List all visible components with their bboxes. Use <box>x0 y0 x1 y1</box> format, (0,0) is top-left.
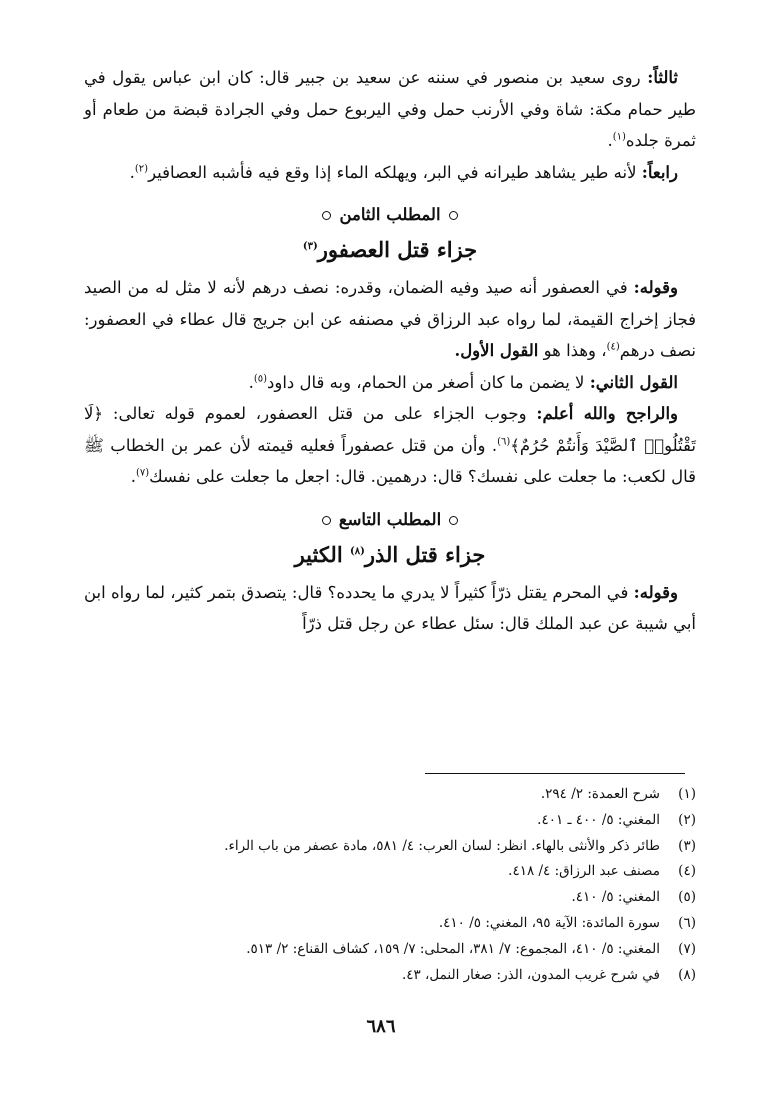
footnote-ref-3: (٣) <box>302 241 318 252</box>
ring-icon <box>322 516 331 525</box>
footnote-item: (١) شرح العمدة: ٢/ ٢٩٤. <box>540 786 696 802</box>
footnote-ref-8: (٨) <box>349 545 365 557</box>
footnote-divider <box>425 773 685 774</box>
footnote-item: (٤) مصنف عبد الرزاق: ٤/ ٤١٨. <box>508 863 696 880</box>
footnotes <box>84 782 696 988</box>
paragraph-preferred: والراجح والله أعلم: وجوب الجزاء على من قتل العصفور، لعموم قوله تعالى: ﴿لَا تَقْتُلُوا۟ ٱلصَّيْدَ وَأَنتُمْ حُرُمٌ﴾$^{(٦)}$. وأن من قتل عصفوراً فعليه قيمته لأن عمر بن الخطاب ﷺ قال لكعب: ما جعلت على نفسك؟ قال: درهمين. قال: اجعل ما جعلت على نفسك$^{(٧)}$. <box>84 404 696 486</box>
footnote-ref-6: (٦) <box>497 436 511 447</box>
paragraph-third: ثالثاً: روى سعيد بن منصور في سننه عن سعيد بن جبير قال: كان ابن عباس يقول في طير حمام مكة: شاة وفي الأرنب حمل وفي اليربوع حمل وفي الجرادة قبضة من طعام أو ثمرة جلده$^{(١)}$. <box>84 68 696 150</box>
heading-ants-penalty: جزاء قتل الذر$^{(٨)}$ الكثير <box>294 541 486 567</box>
footnote-item: (٣) طائر ذكر والأنثى بالهاء. انظر: لسان العرب: ٤/ ٥٨١، مادة عصفر من باب الراء. <box>224 837 696 854</box>
footnote-ref-2: (٢) <box>134 163 149 174</box>
footnote-item: (٦) سورة المائدة: الآية ٩٥، المغني: ٥/ ٤١٠. <box>438 914 696 931</box>
label-saying: وقوله: <box>633 278 678 297</box>
label-preferred: والراجح والله أعلم: <box>536 404 679 423</box>
paragraph-saying-sparrow: وقوله: في العصفور أنه صيد وفيه الضمان، وقدره: نصف درهم لأنه لا مثل له من الصيد فجاز إخراج القيمة، لما رواه عبد الرزاق في مصنفه عن ابن جريج قال عطاء في العصفور: نصف درهم$^{(٤)}$، وهذا هو القول الأول. <box>84 278 696 360</box>
ring-icon <box>322 211 331 220</box>
heading-sparrow-penalty: جزاء قتل العصفور$^{(٣)}$ <box>302 237 478 262</box>
footnote-item: (٥) المغني: ٥/ ٤١٠. <box>571 889 696 906</box>
footnote-item: (٢) المغني: ٥/ ٤٠٠ ـ ٤٠١. <box>537 811 696 828</box>
main-text <box>84 62 696 640</box>
label-third: ثالثاً: <box>647 68 678 87</box>
label-second-opinion: القول الثاني: <box>589 372 678 392</box>
footnote-ref-7: (٧) <box>135 467 150 479</box>
footnote-ref-4: (٤) <box>606 341 620 353</box>
footnote-item: (٧) المغني: ٥/ ٤١٠، المجموع: ٧/ ٣٨١، المحلى: ٧/ ١٥٩، كشاف القناع: ٢/ ٥١٣. <box>246 940 696 957</box>
footnote-ref-1: (١) <box>612 131 626 143</box>
label-saying-ants: وقوله: <box>633 582 678 602</box>
section-title-ninth: المطلب التاسع <box>84 505 696 535</box>
paragraph-fourth: رابعاً: لأنه طير يشاهد طيرانه في البر، ويهلكه الماء إذا وقع فيه فأشبه العصافير$^{(٢)}$. <box>129 162 678 182</box>
label-fourth: رابعاً: <box>641 162 678 182</box>
paragraph-second-opinion: القول الثاني: لا يضمن ما كان أصغر من الحمام، وبه قال داود$^{(٥)}$. <box>248 372 678 392</box>
ring-icon <box>449 211 458 220</box>
section-title-eighth: المطلب الثامن <box>84 200 696 230</box>
paragraph-saying-ants: وقوله: في المحرم يقتل ذرّاً كثيراً لا يدري ما يحدده؟ قال: يتصدق بتمر كثير، لما رواه ابن أبي شيبة عن عبد الملك قال: سئل عطاء عن رجل قتل ذرّاً <box>84 582 696 633</box>
page-number: ٦٨٦ <box>366 1016 396 1037</box>
footnote-item: (٨) في شرح غريب المدون، الذر: صغار النمل، ٤٣. <box>401 966 696 983</box>
ring-icon <box>449 516 458 525</box>
footnote-ref-5: (٥) <box>253 373 267 384</box>
